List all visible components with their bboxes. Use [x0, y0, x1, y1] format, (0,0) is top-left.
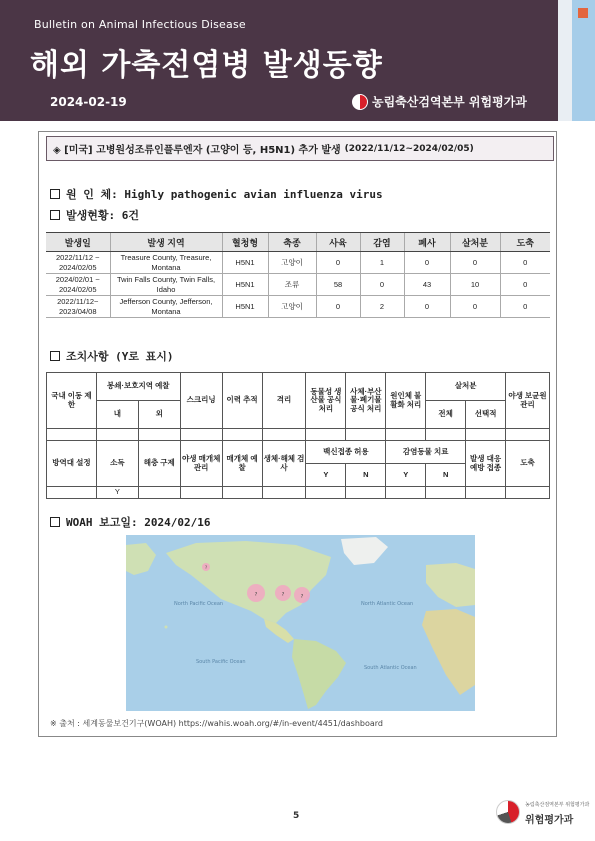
measure-header: 사체·부산물·폐기물 공식 처리: [346, 373, 386, 429]
outbreak-table: [46, 232, 550, 318]
hawaii: [165, 626, 168, 629]
marker-label: ?: [300, 594, 304, 600]
table-header-row: [46, 233, 550, 252]
side-blue-band: [572, 0, 595, 121]
measure-value: [506, 487, 550, 499]
measure-header: 매개체 예찰: [222, 441, 262, 487]
table-cell: H5N1: [222, 252, 268, 274]
measure-subheader: 선택적: [466, 401, 506, 429]
measure-value: [96, 429, 138, 441]
measure-value: Y: [96, 487, 138, 499]
measure-value: [346, 487, 386, 499]
marker-label: ?: [254, 592, 258, 598]
measure-header: 스크리닝: [180, 373, 222, 429]
woah-section: [50, 514, 210, 530]
measure-subheader: N: [346, 464, 386, 487]
measure-header: 감염동물 치료: [386, 441, 466, 464]
col-header: 축종: [268, 233, 316, 252]
measure-value: [47, 487, 97, 499]
footer-dept-name: 위험평가과: [525, 815, 574, 826]
header-org: [352, 93, 527, 110]
measure-value: [262, 487, 306, 499]
measure-header: 야생 매개체 관리: [180, 441, 222, 487]
col-header: 혈청형: [222, 233, 268, 252]
measure-header: 야생 보균원 관리: [506, 373, 550, 429]
table-cell: 43: [404, 274, 450, 296]
measure-value: [346, 429, 386, 441]
checkbox-icon: [50, 517, 60, 527]
marker-label: ?: [204, 565, 208, 570]
measure-value: [426, 487, 466, 499]
measure-value: [138, 429, 180, 441]
table-cell: 0: [450, 296, 500, 318]
measure-value: [180, 429, 222, 441]
measure-value: [222, 487, 262, 499]
report-date: 2024-02-19: [50, 95, 127, 109]
ocean-label: North Atlantic Ocean: [361, 601, 414, 607]
marker-label: ?: [281, 592, 285, 598]
table-cell: 0: [316, 296, 360, 318]
table-cell: 조류: [268, 274, 316, 296]
measure-header: 봉쇄·보호지역 예찰: [96, 373, 180, 401]
table-cell: 58: [316, 274, 360, 296]
ocean-label: South Pacific Ocean: [196, 659, 246, 665]
col-header: 감염: [360, 233, 404, 252]
measure-subheader: N: [426, 464, 466, 487]
table-cell: H5N1: [222, 274, 268, 296]
measure-value: [222, 429, 262, 441]
table-cell: Twin Falls County, Twin Falls, Idaho: [110, 274, 222, 296]
table-row: [46, 252, 550, 274]
measure-value: [262, 429, 306, 441]
corner-mark-icon: [578, 8, 588, 18]
measure-subheader: 내: [96, 401, 138, 429]
measures-section: [50, 348, 174, 364]
col-header: 폐사: [404, 233, 450, 252]
table-cell: 0: [316, 252, 360, 274]
measures-header-row-2: [47, 441, 550, 464]
table-cell: 0: [500, 252, 550, 274]
measure-header: 해충 구제: [138, 441, 180, 487]
measure-value: [466, 429, 506, 441]
measures-value-row-2: [47, 487, 550, 499]
source-text: ※ 출처 : 세계동물보건기구(WOAH): [50, 719, 177, 728]
table-cell: 0: [360, 274, 404, 296]
table-cell: 10: [450, 274, 500, 296]
measure-subheader: Y: [386, 464, 426, 487]
col-header: 살처분: [450, 233, 500, 252]
measure-subheader: 전체: [426, 401, 466, 429]
col-header: 발생일: [46, 233, 110, 252]
col-header: 도축: [500, 233, 550, 252]
ocean-label: North Pacific Ocean: [174, 601, 224, 607]
measure-value: [386, 487, 426, 499]
pathogen-section: [50, 186, 383, 202]
measure-header: 소독: [96, 441, 138, 487]
measures-value-row-1: [47, 429, 550, 441]
measure-subheader: Y: [306, 464, 346, 487]
checkbox-icon: [50, 189, 60, 199]
footer-org: 농림축산검역본부 위험평가과: [525, 802, 590, 808]
org-name: 농림축산검역본부 위험평가과: [372, 95, 527, 109]
measure-header: 국내 이동 제한: [47, 373, 97, 429]
table-cell: Jefferson County, Jefferson, Montana: [110, 296, 222, 318]
status-section: [50, 207, 139, 223]
side-decoration: [558, 0, 595, 121]
table-row: [46, 274, 550, 296]
col-header: 발생 지역: [110, 233, 222, 252]
table-cell: 고양이: [268, 252, 316, 274]
source-note: [50, 718, 383, 729]
pathogen-label: 원 인 체: Highly pathogenic avian influenza virus: [66, 188, 383, 201]
measure-subheader: 외: [138, 401, 180, 429]
measure-header: 발생 대응 예방 접종: [466, 441, 506, 487]
measure-value: [180, 487, 222, 499]
measure-header: 살처분: [426, 373, 506, 401]
measure-value: [306, 429, 346, 441]
measure-header: 방역대 설정: [47, 441, 97, 487]
outbreak-title-bar: [46, 136, 554, 161]
page-number: 5: [293, 811, 300, 821]
footer-logo-icon: [496, 800, 520, 824]
checkbox-icon: [50, 210, 60, 220]
table-cell: 고양이: [268, 296, 316, 318]
world-map-svg: [126, 535, 475, 711]
measure-value: [506, 429, 550, 441]
org-logo-icon: [352, 94, 368, 110]
measure-value: [306, 487, 346, 499]
col-header: 사육: [316, 233, 360, 252]
table-cell: 2024/02/01 ~ 2024/02/05: [46, 274, 110, 296]
table-cell: 0: [500, 274, 550, 296]
measure-header: 이력 추적: [222, 373, 262, 429]
table-cell: 2: [360, 296, 404, 318]
table-cell: 2022/11/12 ~ 2024/02/05: [46, 252, 110, 274]
measure-value: [466, 487, 506, 499]
header-banner: [0, 0, 558, 121]
table-cell: 0: [404, 252, 450, 274]
measure-header: 동물성 생산물 공식 처리: [306, 373, 346, 429]
ocean-label: South Atlantic Ocean: [364, 665, 417, 671]
table-cell: 1: [360, 252, 404, 274]
table-cell: 0: [500, 296, 550, 318]
bulletin-subtitle: Bulletin on Animal Infectious Disease: [34, 18, 246, 31]
measures-table: [46, 372, 550, 499]
measure-value: [47, 429, 97, 441]
checkbox-icon: [50, 351, 60, 361]
measure-value: [426, 429, 466, 441]
measure-value: [386, 429, 426, 441]
outbreak-map: [126, 535, 475, 711]
table-cell: 2022/11/12~ 2023/04/08: [46, 296, 110, 318]
page-title: 해외 가축전염병 발생동향: [30, 48, 383, 83]
measure-header: 격리: [262, 373, 306, 429]
table-row: [46, 296, 550, 318]
source-link[interactable]: https://wahis.woah.org/#/in-event/4451/dashboard: [178, 719, 383, 728]
measures-label: 조치사항 (Y로 표시): [66, 350, 174, 363]
measure-header: 원인체 불활화 처리: [386, 373, 426, 429]
measure-value: [138, 487, 180, 499]
measure-header: 도축: [506, 441, 550, 487]
table-cell: H5N1: [222, 296, 268, 318]
status-label: 발생현황: 6건: [66, 209, 139, 222]
table-cell: 0: [450, 252, 500, 274]
outbreak-date-range: (2022/11/12~2024/02/05): [344, 143, 474, 154]
outbreak-title: ◈ [미국] 고병원성조류인플루엔자 (고양이 등, H5N1) 추가 발생: [53, 145, 341, 156]
woah-label: WOAH 보고일: 2024/02/16: [66, 516, 211, 529]
measure-header: 생체·해체 검사: [262, 441, 306, 487]
measures-header-row-1: [47, 373, 550, 401]
table-cell: Treasure County, Treasure, Montana: [110, 252, 222, 274]
table-cell: 0: [404, 296, 450, 318]
measure-header: 백신접종 허용: [306, 441, 386, 464]
